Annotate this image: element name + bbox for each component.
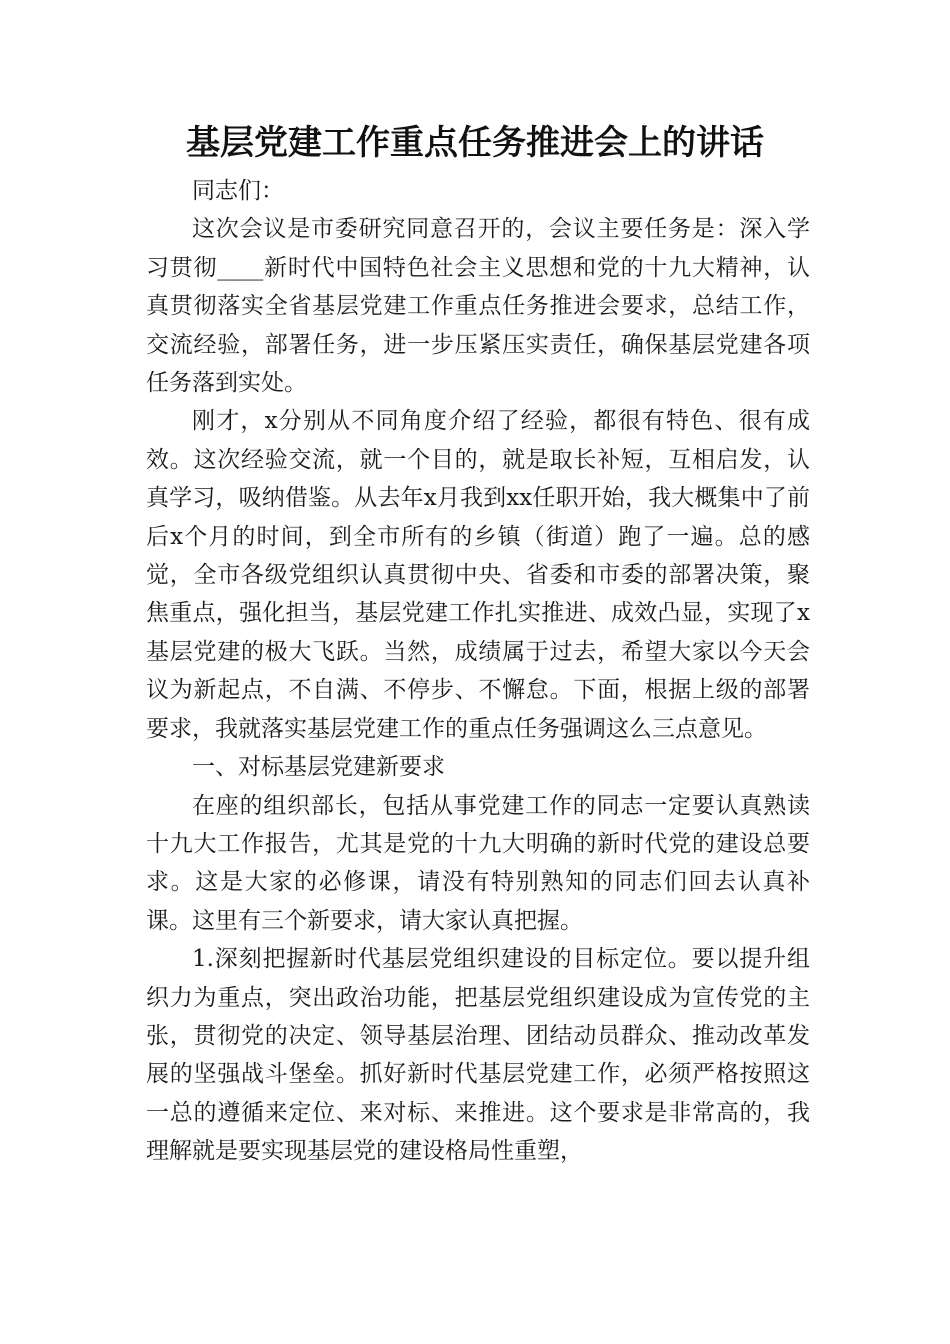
salutation: 同志们： bbox=[192, 178, 284, 204]
paragraph: 1.深刻把握新时代基层党组织建设的目标定位。要以提升组织力为重点，突出政治功能，把基层党组织建设成为宣传党的主张，贯彻党的决定、领导基层治理、团结动员群众、推动改革发展的坚强战斗堡垒。抓好新时代基层党建工作，必须严格按照这一总的遵循来定位、来对标、来推进。这个要求是非常高的，我理解就是要实现基层党的建设格局性重塑， bbox=[146, 946, 810, 1165]
document-body bbox=[146, 172, 810, 1171]
paragraph: 这次会议是市委研究同意召开的，会议主要任务是：深入学习贯彻____新时代中国特色社会主义思想和党的十九大精神，认真贯彻落实全省基层党建工作重点任务推进会要求，总结工作，交流经验，部署任务，进一步压紧压实责任，确保基层党建各项任务落到实处。 bbox=[146, 216, 810, 397]
paragraph: 在座的组织部长，包括从事党建工作的同志一定要认真熟读十九大工作报告，尤其是党的十九大明确的新时代党的建设总要求。这是大家的必修课，请没有特别熟知的同志们回去认真补课。这里有三个新要求，请大家认真把握。 bbox=[146, 792, 810, 934]
section-heading: 一、对标基层党建新要求 bbox=[192, 754, 445, 781]
document-title: 基层党建工作重点任务推进会上的讲话 bbox=[186, 123, 764, 163]
paragraph: 刚才，x分别从不同角度介绍了经验，都很有特色、很有成效。这次经验交流，就一个目的，就是取长补短，互相启发，认真学习，吸纳借鉴。从去年x月我到xx任职开始，我大概集中了前后x个月的时间，到全市所有的乡镇（街道）跑了一遍。总的感觉，全市各级党组织认真贯彻中央、省委和市委的部署决策，聚焦重点，强化担当，基层党建工作扎实推进、成效凸显，实现了x基层党建的极大飞跃。当然，成绩属于过去，希望大家以今天会议为新起点，不自满、不停步、不懈怠。下面，根据上级的部署要求，我就落实基层党建工作的重点任务强调这么三点意见。 bbox=[146, 408, 810, 742]
